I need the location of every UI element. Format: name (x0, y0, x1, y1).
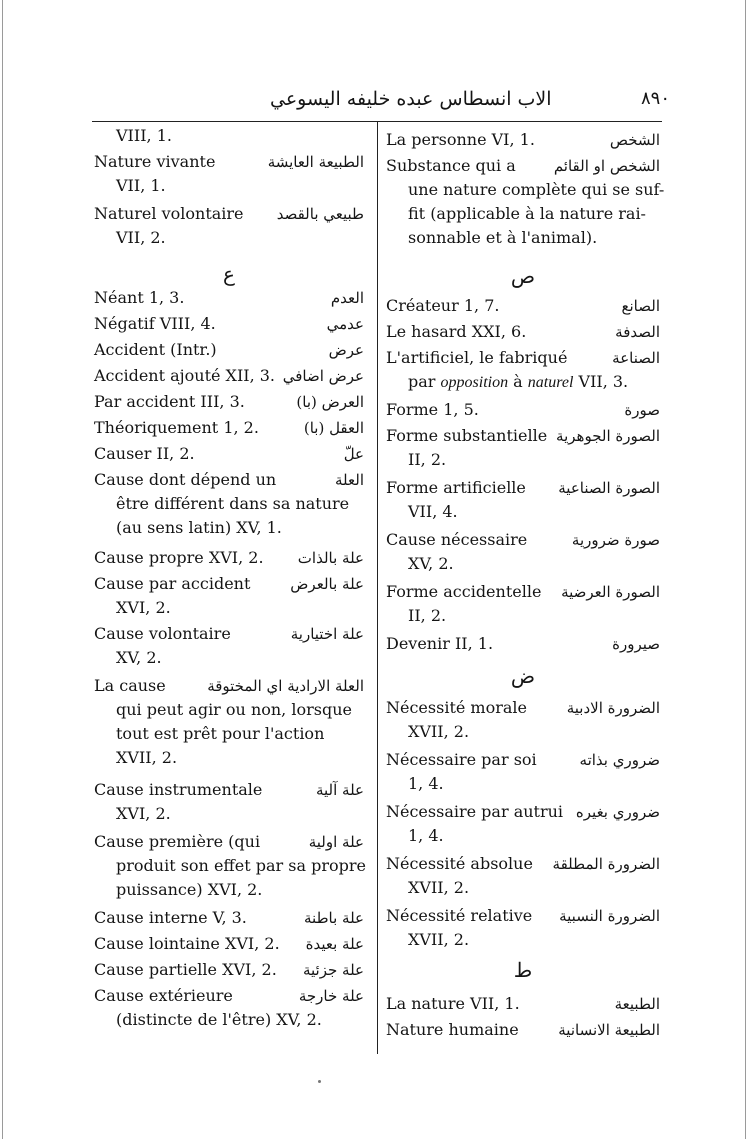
glossary-entry (386, 696, 660, 744)
entry-continuation: à (508, 372, 528, 391)
french-term: Accident ajouté XII, 3. (94, 366, 276, 385)
glossary-entry (386, 992, 660, 1016)
french-term: Nécessaire par soi (386, 750, 537, 769)
column-divider (377, 122, 378, 1054)
entry-reference: 1, 4. (408, 826, 444, 845)
page-edge-right (745, 0, 746, 1139)
arabic-term: العلة الارادية اي المختوقة (207, 677, 364, 695)
arabic-term: الطبيعة (614, 995, 660, 1013)
arabic-term: علّ (343, 445, 364, 463)
french-term: Théoriquement 1, 2. (94, 418, 259, 437)
entry-continuation: sonnable et à l'animal). (408, 228, 598, 247)
french-term: Nécessité morale (386, 698, 527, 717)
arabic-term: علة بعيدة (305, 935, 364, 953)
page-header (90, 84, 670, 120)
entry-continuation: une nature complète qui se suf- (408, 180, 665, 199)
entry-reference: XV, 2. (408, 554, 454, 573)
glossary-entry (386, 154, 665, 250)
glossary-entry (94, 674, 364, 770)
entry-emphasis: naturel (527, 374, 574, 391)
french-term: Causer II, 2. (94, 444, 195, 463)
entry-reference: XVII, 2. (408, 722, 470, 741)
french-term: Le hasard XXI, 6. (386, 322, 527, 341)
arabic-term: صورة (624, 401, 660, 419)
entry-continuation: tout est prêt pour l'action (116, 724, 325, 743)
glossary-entry (386, 346, 660, 394)
print-speck (318, 1080, 321, 1083)
french-term: Négatif VIII, 4. (94, 314, 216, 333)
arabic-term: طبيعي بالقصد (276, 205, 364, 223)
section-letter: ط (513, 958, 533, 982)
arabic-term: الطبيعة العايشة (267, 153, 364, 171)
french-term: Nécessité absolue (386, 854, 533, 873)
arabic-term: ضروري بغيره (575, 803, 660, 821)
glossary-entry (386, 852, 660, 900)
arabic-term: علة باطنة (304, 909, 364, 927)
glossary-entry (94, 338, 364, 362)
glossary-entry (94, 830, 364, 902)
french-term: Nature vivante (94, 152, 216, 171)
glossary-entry (94, 984, 364, 1032)
glossary-entry (94, 442, 364, 466)
entry-reference: XVI, 2. (116, 804, 171, 823)
arabic-term: الصناعة (612, 349, 660, 367)
arabic-term: علة اختيارية (290, 625, 364, 643)
french-term: Néant 1, 3. (94, 288, 185, 307)
section-letter: ص (510, 264, 536, 288)
glossary-entry (94, 312, 364, 336)
french-term: Cause par accident (94, 574, 251, 593)
arabic-term: صورة ضرورية (571, 531, 660, 549)
section-letter: ض (510, 664, 536, 688)
entry-reference: XVI, 2. (116, 598, 171, 617)
glossary-entry (386, 632, 660, 656)
arabic-term: الصورة الجوهرية (556, 427, 660, 445)
french-term: Naturel volontaire (94, 204, 244, 223)
french-term: Créateur 1, 7. (386, 296, 500, 315)
french-term: Cause extérieure (94, 986, 233, 1005)
entry-reference: II, 2. (408, 606, 447, 625)
glossary-entry (94, 416, 364, 440)
glossary-entry (94, 364, 364, 388)
arabic-term: الضرورة النسبية (559, 907, 660, 925)
glossary-entry (94, 932, 364, 956)
glossary-entry (94, 958, 364, 982)
glossary-entry (94, 572, 364, 620)
french-term: Substance qui a (386, 156, 516, 175)
entry-continuation: qui peut agir ou non, lorsque (116, 700, 352, 719)
glossary-entry (94, 286, 364, 310)
french-term: Cause volontaire (94, 624, 231, 643)
arabic-term: علة اولية (308, 833, 364, 851)
entry-reference: VII, 2. (116, 228, 166, 247)
french-term: Forme substantielle (386, 426, 548, 445)
glossary-entry (94, 202, 364, 250)
arabic-term: عرض اضافي (282, 367, 364, 385)
entry-continuation: produit son effet par sa propre (116, 856, 366, 875)
glossary-entry (386, 294, 660, 318)
entry-reference: XV, 2. (116, 648, 162, 667)
glossary-entry (94, 778, 364, 826)
arabic-term: الضرورة الادبية (566, 699, 660, 717)
french-term: Devenir II, 1. (386, 634, 494, 653)
french-term: Nécessité relative (386, 906, 533, 925)
arabic-term: علة آلية (315, 781, 364, 799)
glossary-entry (94, 468, 364, 540)
arabic-term: عدمي (326, 315, 364, 333)
entry-reference: XVII, 2. (408, 930, 470, 949)
entry-continuation: puissance) XVI, 2. (116, 880, 263, 899)
arabic-term: العدم (330, 289, 364, 307)
glossary-entry (94, 124, 364, 148)
arabic-term: الصورة العرضية (561, 583, 660, 601)
french-term: Cause lointaine XVI, 2. (94, 934, 280, 953)
arabic-term: الضرورة المطلقة (552, 855, 660, 873)
french-term: Cause première (qui (94, 832, 261, 851)
page-number: ٨٩٠ (640, 88, 670, 109)
entry-continuation: par (408, 372, 441, 391)
arabic-term: الشخص (609, 131, 660, 149)
french-term: Forme accidentelle (386, 582, 542, 601)
glossary-entry (386, 320, 660, 344)
glossary-entry (386, 398, 660, 422)
arabic-term: ضروري بذاته (579, 751, 660, 769)
entry-continuation: (distincte de l'être) XV, 2. (116, 1010, 322, 1029)
arabic-term: علة بالعرض (290, 575, 364, 593)
glossary-entry (386, 800, 660, 848)
entry-reference: VII, 1. (116, 176, 166, 195)
french-term: Accident (Intr.) (94, 340, 217, 359)
entry-continuation: (au sens latin) XV, 1. (116, 518, 282, 537)
french-term: Nature humaine (386, 1020, 519, 1039)
french-term: L'artificiel, le fabriqué (386, 348, 568, 367)
arabic-term: علة خارجة (298, 987, 364, 1005)
arabic-term: العقل (با) (303, 419, 364, 437)
glossary-entry (94, 906, 364, 930)
arabic-term: صيرورة (612, 635, 660, 653)
glossary-entry (386, 128, 660, 152)
french-term: Forme 1, 5. (386, 400, 479, 419)
french-term: Cause instrumentale (94, 780, 263, 799)
entry-continuation: VIII, 1. (116, 126, 172, 145)
glossary-entry (386, 424, 660, 472)
arabic-term: الطبيعة الانسانية (558, 1021, 660, 1039)
section-letter: ع (223, 262, 235, 286)
glossary-entry (94, 390, 364, 414)
arabic-term: الصورة الصناعية (558, 479, 660, 497)
glossary-entry (94, 546, 364, 570)
arabic-term: عرض (328, 341, 364, 359)
arabic-term: العلة (335, 471, 364, 489)
glossary-entry (386, 528, 660, 576)
glossary-entry (94, 150, 364, 198)
glossary-entry (386, 1018, 660, 1042)
glossary-entry (386, 580, 660, 628)
running-title: الاب انسطاس عبده خليفه اليسوعي (270, 88, 552, 110)
entry-reference: XVII, 2. (116, 748, 178, 767)
french-term: Forme artificielle (386, 478, 526, 497)
glossary-entry (386, 904, 660, 952)
entry-reference: VII, 3. (573, 372, 629, 391)
french-term: Cause propre XVI, 2. (94, 548, 264, 567)
french-term: Cause partielle XVI, 2. (94, 960, 277, 979)
entry-emphasis: opposition (440, 374, 509, 391)
french-term: La cause (94, 676, 166, 695)
glossary-entry (386, 476, 660, 524)
glossary-entry (386, 748, 660, 796)
entry-continuation: être différent dans sa nature (116, 494, 350, 513)
french-term: La nature VII, 1. (386, 994, 520, 1013)
entry-reference: XVII, 2. (408, 878, 470, 897)
arabic-term: الصدفة (615, 323, 660, 341)
arabic-term: العرض (با) (296, 393, 364, 411)
french-term: Nécessaire par autrui (386, 802, 564, 821)
arabic-term: الصانع (621, 297, 660, 315)
french-term: Par accident III, 3. (94, 392, 245, 411)
french-term: La personne VI, 1. (386, 130, 535, 149)
entry-reference: 1, 4. (408, 774, 444, 793)
arabic-term: الشخص او القائم (553, 157, 660, 175)
glossary-entry (94, 622, 364, 670)
french-term: Cause nécessaire (386, 530, 528, 549)
entry-reference: II, 2. (408, 450, 447, 469)
arabic-term: علة جزئية (302, 961, 364, 979)
entry-continuation: fit (applicable à la nature rai- (408, 204, 646, 223)
french-term: Cause dont dépend un (94, 470, 277, 489)
page-edge-left (2, 0, 3, 1139)
entry-reference: VII, 4. (408, 502, 458, 521)
arabic-term: علة بالذات (297, 549, 364, 567)
french-term: Cause interne V, 3. (94, 908, 247, 927)
